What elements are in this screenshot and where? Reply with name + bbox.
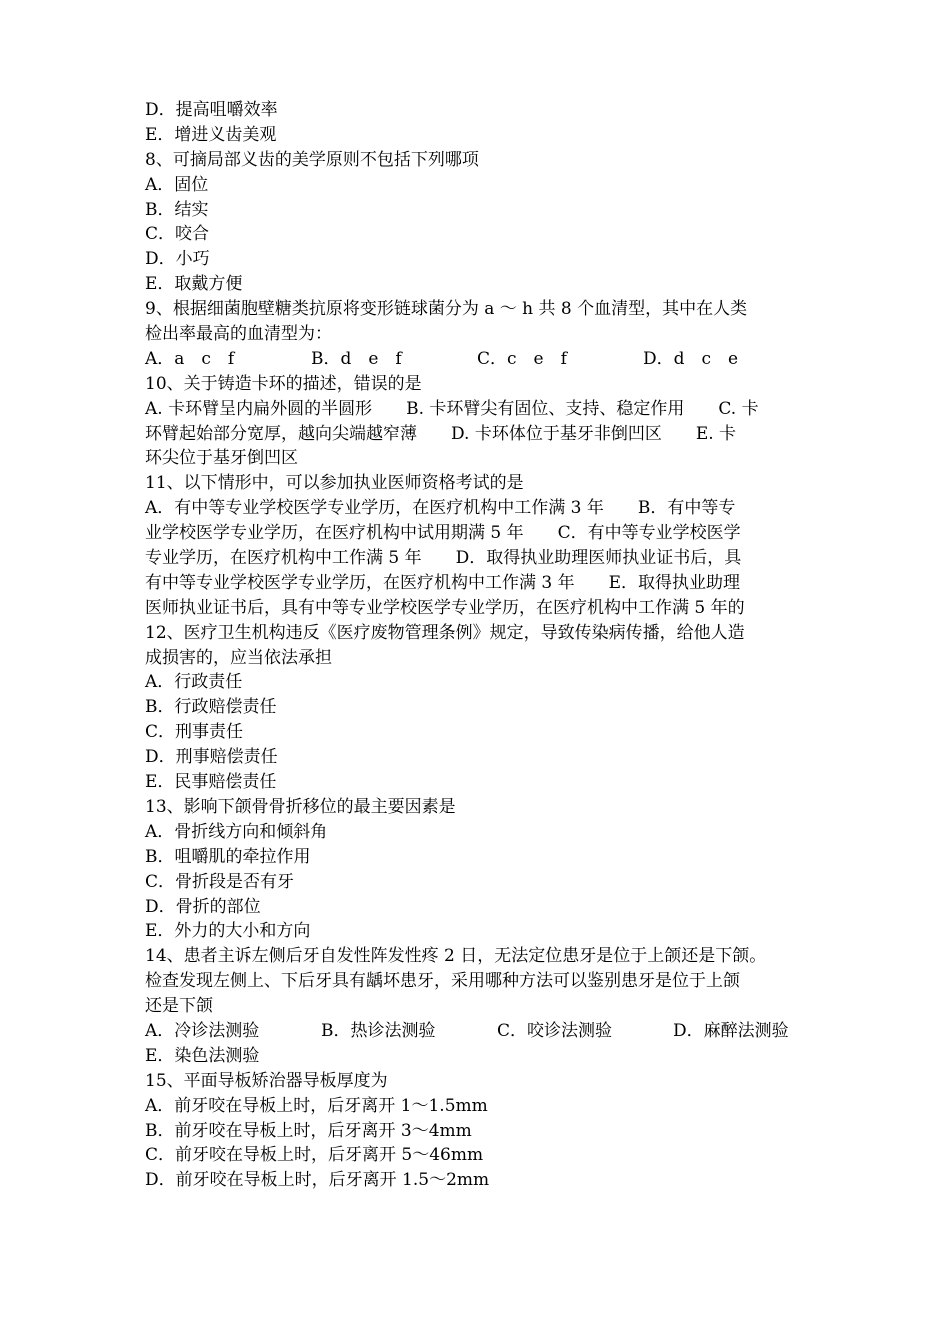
q11-stem: 11、以下情形中，可以参加执业医师资格考试的是 <box>145 473 524 494</box>
q12-option-e: E．民事赔偿责任 <box>145 772 277 793</box>
q15-option-b: B．前牙咬在导板上时，后牙离开 3～4mm <box>145 1120 472 1141</box>
q14-option-a: A．冷诊法测验 <box>145 1020 260 1041</box>
q7-option-d: D．提高咀嚼效率 <box>145 100 278 120</box>
q7-option-e: E．增进义齿美观 <box>145 124 277 145</box>
q9-option-b: B．d e f <box>311 348 402 369</box>
q14-stem-line-2: 检查发现左侧上、下后牙具有龋坏患牙，采用哪种方法可以鉴别患牙是位于上颌 <box>145 971 740 992</box>
q8-option-a: A．固位 <box>145 174 209 195</box>
q15-stem: 15、平面导板矫治器导板厚度为 <box>145 1070 388 1091</box>
q12-option-b: B．行政赔偿责任 <box>145 697 277 718</box>
q12-option-d: D．刑事赔偿责任 <box>145 747 278 768</box>
q14-stem-line-3: 还是下颌 <box>145 996 213 1017</box>
q11-options-line-4: 有中等专业学校医学专业学历，在医疗机构中工作满 3 年 E．取得执业助理 <box>145 572 741 593</box>
q10-options-line-2: 环臂起始部分宽厚，越向尖端越窄薄 D. 卡环体位于基牙非倒凹区 E. 卡 <box>145 423 737 444</box>
q15-option-d: D．前牙咬在导板上时，后牙离开 1.5～2mm <box>145 1170 490 1191</box>
q11-options-line-2: 业学校医学专业学历，在医疗机构中试用期满 5 年 C．有中等专业学校医学 <box>145 523 741 544</box>
q14-option-c: C．咬诊法测验 <box>497 1020 613 1041</box>
q12-stem-line-2: 成损害的，应当依法承担 <box>145 647 332 668</box>
q11-options-line-3: 专业学历，在医疗机构中工作满 5 年 D．取得执业助理医师执业证书后，具 <box>145 548 742 569</box>
q8-option-d: D．小巧 <box>145 249 210 270</box>
q11-options-line-1: A．有中等专业学校医学专业学历，在医疗机构中工作满 3 年 B．有中等专 <box>145 498 736 519</box>
q8-option-c: C．咬合 <box>145 224 210 245</box>
q9-options <box>145 347 815 372</box>
q15-option-c: C．前牙咬在导板上时，后牙离开 5～46mm <box>145 1145 484 1166</box>
q13-option-c: C．骨折段是否有牙 <box>145 871 295 892</box>
q9-option-c: C．c e f <box>477 348 567 369</box>
q14-option-d: D．麻醉法测验 <box>673 1020 789 1041</box>
q15-option-a: A．前牙咬在导板上时，后牙离开 1～1.5mm <box>145 1095 488 1116</box>
q12-stem-line-1: 12、医疗卫生机构违反《医疗废物管理条例》规定，导致传染病传播，给他人造 <box>145 622 745 643</box>
q13-option-b: B．咀嚼肌的牵拉作用 <box>145 846 311 867</box>
q13-option-a: A．骨折线方向和倾斜角 <box>145 821 328 842</box>
q8-option-b: B．结实 <box>145 199 209 220</box>
document-page <box>145 98 815 1193</box>
q12-option-c: C．刑事责任 <box>145 722 244 743</box>
q10-stem: 10、关于铸造卡环的描述，错误的是 <box>145 373 422 394</box>
q8-option-e: E．取戴方便 <box>145 274 243 295</box>
q10-options-line-1: A. 卡环臂呈内扁外圆的半圆形 B. 卡环臂尖有固位、支持、稳定作用 C. 卡 <box>145 398 759 419</box>
q9-stem-line-1: 9、根据细菌胞壁糖类抗原将变形链球菌分为 a ～ h 共 8 个血清型，其中在人类 <box>145 299 748 320</box>
q9-option-d: D．d c e <box>643 348 739 369</box>
q13-option-d: D．骨折的部位 <box>145 896 261 917</box>
q9-option-a: A．a c f <box>145 348 235 369</box>
q14-stem-line-1: 14、患者主诉左侧后牙自发性阵发性疼 2 日，无法定位患牙是位于上颌还是下颌。 <box>145 946 767 967</box>
q8-stem: 8、可摘局部义齿的美学原则不包括下列哪项 <box>145 149 479 170</box>
q11-options-line-5: 医师执业证书后，具有中等专业学校医学专业学历，在医疗机构中工作满 5 年的 <box>145 597 745 618</box>
q14-option-b: B．热诊法测验 <box>321 1020 436 1041</box>
q14-option-e: E．染色法测验 <box>145 1045 260 1066</box>
q14-options <box>145 1019 815 1044</box>
q13-stem: 13、影响下颌骨骨折移位的最主要因素是 <box>145 796 456 817</box>
q9-stem-line-2: 检出率最高的血清型为： <box>145 324 332 345</box>
q12-option-a: A．行政责任 <box>145 672 243 693</box>
q10-options-line-3: 环尖位于基牙倒凹区 <box>145 448 298 469</box>
q13-option-e: E．外力的大小和方向 <box>145 921 311 942</box>
